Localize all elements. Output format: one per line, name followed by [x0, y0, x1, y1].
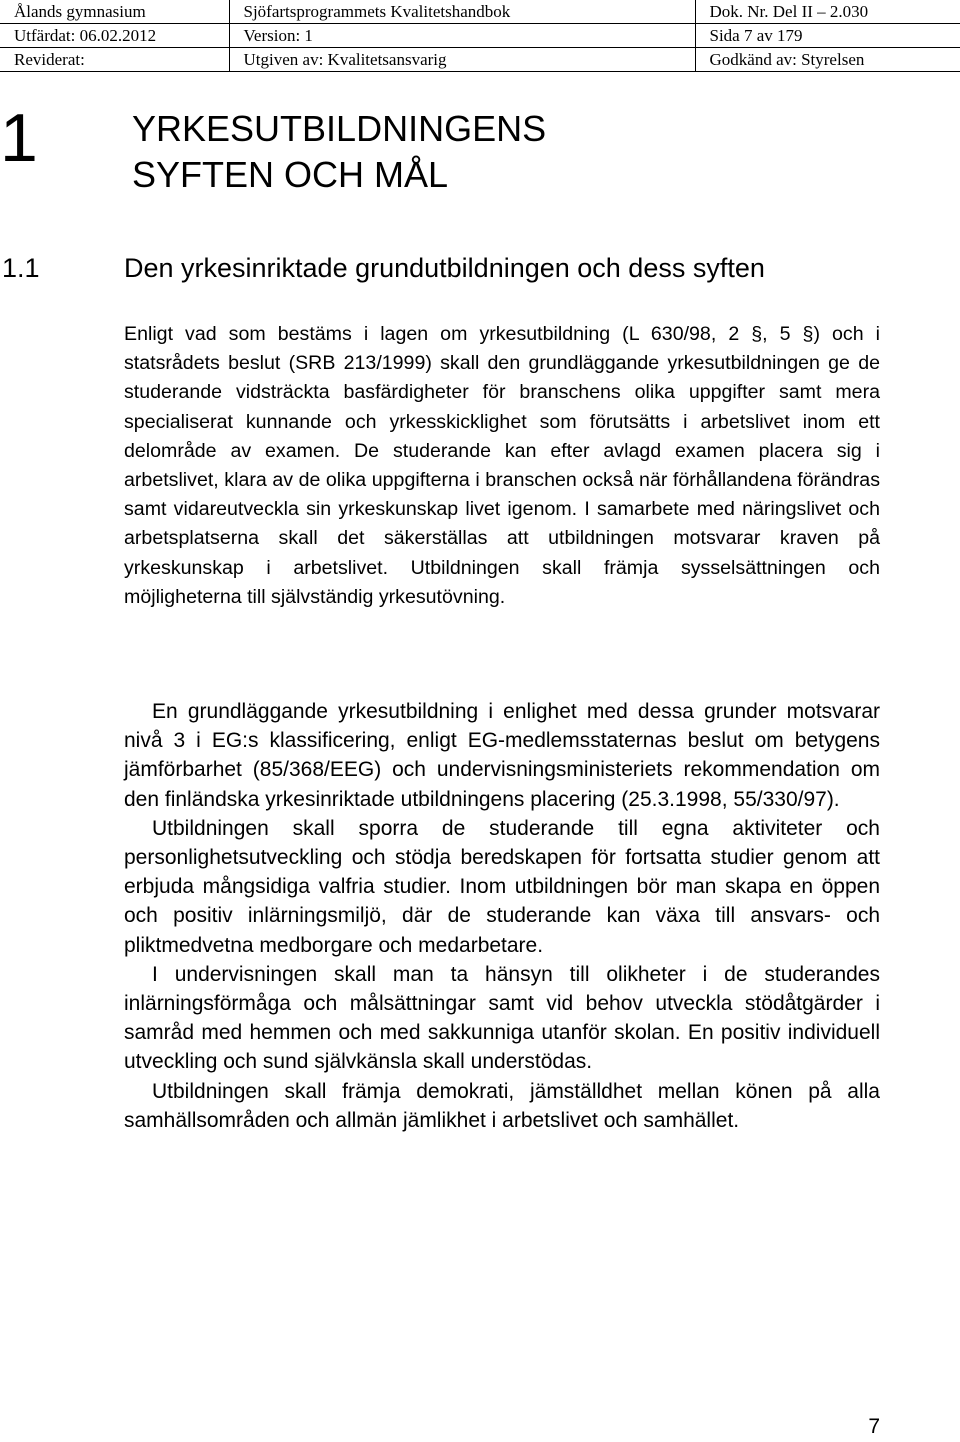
- header-revised: Reviderat:: [0, 48, 229, 72]
- header-version: Version: 1: [229, 24, 695, 48]
- header-page: Sida 7 av 179: [695, 24, 960, 48]
- header-handbook: Sjöfartsprogrammets Kvalitetshandbok: [229, 0, 695, 24]
- section-number: 1.1: [2, 253, 40, 283]
- header-issued-date: Utfärdat: 06.02.2012: [0, 24, 229, 48]
- chapter-number: 1: [0, 100, 38, 176]
- chapter-title-line-1: YRKESUTBILDNINGENS: [132, 108, 547, 149]
- page-number: 7: [868, 1415, 880, 1438]
- paragraph-3: Utbildningen skall sporra de studerande till egna aktiviteter och personlighetsutveckling och stödja beredskapen för fortsatta studier genom att erbjuda mångsidiga valfria studier. Inom utbildningen bör man skapa en öppen och positiv inlärningsmiljö, där de studerande kan växa till ansvars- och pliktmedvetna medborgare och medarbetare.: [124, 816, 880, 957]
- paragraph-2: En grundläggande yrkesutbildning i enlighet med dessa grunder motsvarar nivå 3 i EG:s klassificering, enligt EG-medlemsstaternas beslut om betygens jämförbarhet (85/368/EEG) och undervisningsministeriets rekommendation om den finländska yrkesinriktade utbildningens placering (25.3.1998, 55/330/97).: [124, 700, 880, 811]
- paragraph-5: Utbildningen skall främja demokrati, jämställdhet mellan könen på alla samhällsområden och allmän jämlikhet i arbetslivet och samhället.: [124, 1079, 880, 1132]
- header-row-1: [0, 0, 960, 24]
- paragraph-1: Enligt vad som bestäms i lagen om yrkesutbildning (L 630/98, 2 §, 5 §) och i statsrådets beslut (SRB 213/1999) skall den grundläggande yrkesutbildningen ge de studerande vidsträckta basfärdigheter för branschens olika uppgifter samt mera specialiserat kunnande och yrkesskicklighet som förutsätts i arbetslivet inom ett delområde av examen. De studerande kan efter avlagd examen placera sig i arbetslivet, klara av de olika uppgifterna i branschen också när förhållandena förändras samt vidareutveckla sin yrkeskunskap livet igenom. I samarbete med näringslivet och arbetsplatserna skall det säkerställas att utbildningen motsvarar kraven på yrkeskunskap i arbetslivet. Utbildningen skall främja sysselsättningen och möjligheterna till självständig yrkesutövning.: [124, 323, 880, 608]
- section-title: Den yrkesinriktade grundutbildningen och dess syften: [124, 253, 765, 283]
- header-issued-by: Utgiven av: Kvalitetsansvarig: [229, 48, 695, 72]
- body-text: [124, 697, 880, 1135]
- paragraph-4: I undervisningen skall man ta hänsyn till olikheter i de studerandes inlärningsförmåga och målsättningar samt vid behov utveckla stödåtgärder i samråd med hemmen och med sakkunniga utanför skolan. En positiv individuell utveckling och sund självkänsla skall understödas.: [124, 962, 880, 1074]
- chapter-title-line-2: SYFTEN OCH MÅL: [132, 154, 449, 195]
- header-approved-by: Godkänd av: Styrelsen: [695, 48, 960, 72]
- document-header: [0, 0, 960, 72]
- header-row-2: [0, 24, 960, 48]
- header-school: Ålands gymnasium: [0, 0, 229, 24]
- header-row-3: [0, 48, 960, 72]
- body-intro: [124, 320, 880, 612]
- header-doc-number: Dok. Nr. Del II – 2.030: [695, 0, 960, 24]
- chapter-title: [132, 106, 546, 198]
